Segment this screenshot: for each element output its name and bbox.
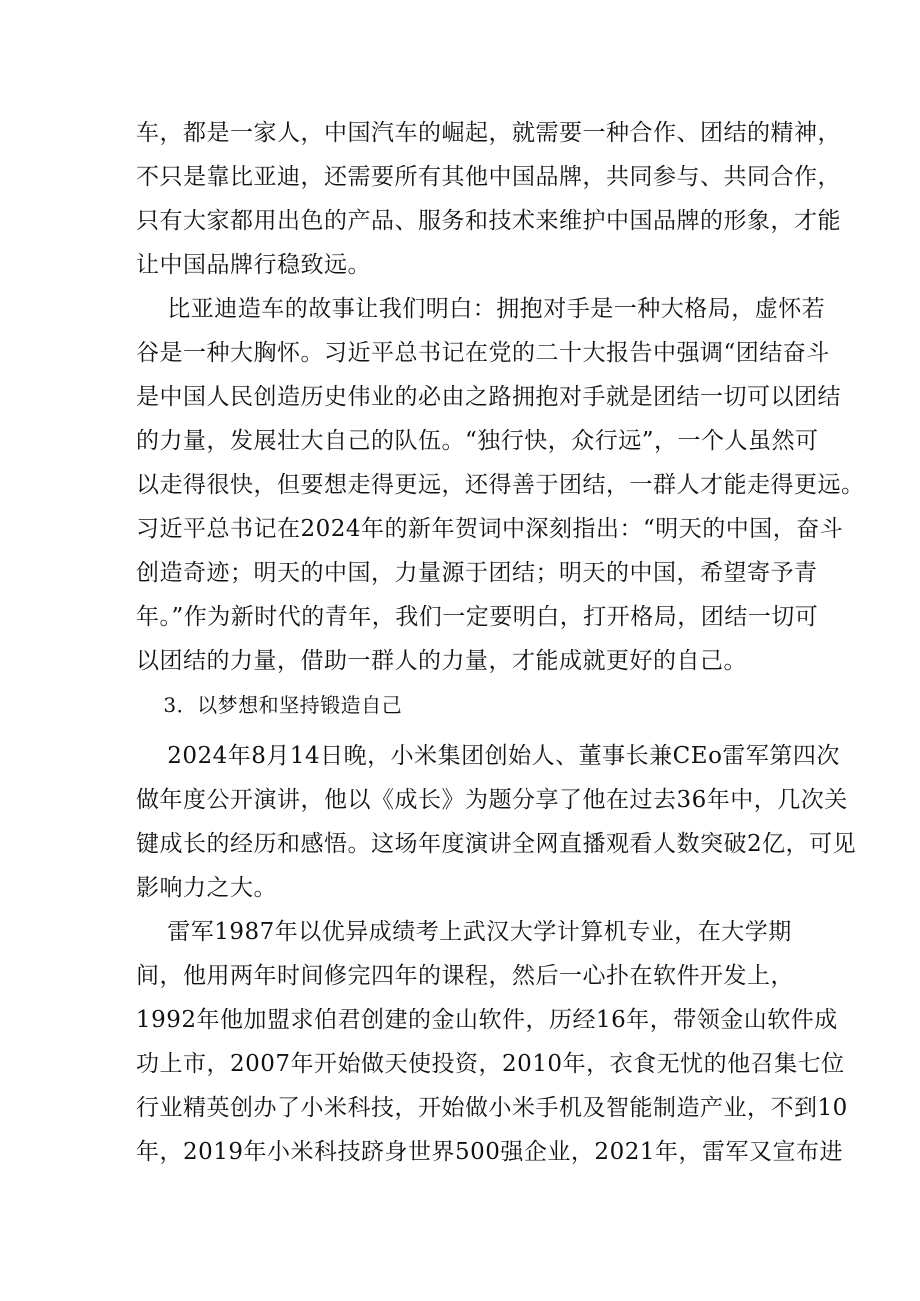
paragraph-line: 影响力之大。 [136, 875, 277, 901]
paragraph-line: 雷军1987年以优异成绩考上武汉大学计算机专业，在大学期 [136, 919, 792, 945]
paragraph-line: 创造奇迹；明天的中国，力量源于团结；明天的中国，希望寄予青 [136, 560, 818, 586]
paragraph-line: 车，都是一家人，中国汽车的崛起，就需要一种合作、团结的精神， [136, 120, 841, 146]
paragraph-line: 以走得很快，但要想走得更远，还得善于团结，一群人才能走得更远。 [136, 472, 865, 498]
paragraph-line: 年，2019年小米科技跻身世界500强企业，2021年，雷军又宣布进 [136, 1139, 843, 1165]
section-heading: 3．以梦想和坚持锻造自己 [136, 693, 403, 717]
paragraph-line: 谷是一种大胸怀。习近平总书记在党的二十大报告中强调“团结奋斗 [136, 340, 830, 366]
paragraph-line: 习近平总书记在2024年的新年贺词中深刻指出：“明天的中国，奋斗 [136, 516, 844, 542]
paragraph-line: 间，他用两年时间修完四年的课程，然后一心扑在软件开发上， [136, 963, 794, 989]
paragraph-line: 做年度公开演讲，他以《成长》为题分享了他在过去36年中，几次关 [136, 787, 848, 813]
paragraph-line: 比亚迪造车的故事让我们明白：拥抱对手是一种大格局，虚怀若 [136, 296, 826, 322]
paragraph-line: 功上市，2007年开始做天使投资，2010年，衣食无忧的他召集七位 [136, 1051, 845, 1077]
paragraph-line: 不只是靠比亚迪，还需要所有其他中国品牌，共同参与、共同合作， [136, 164, 841, 190]
paragraph-line: 以团结的力量，借助一群人的力量，才能成就更好的自己。 [136, 648, 747, 674]
paragraph-line: 年。”作为新时代的青年，我们一定要明白，打开格局，团结一切可 [136, 604, 819, 630]
paragraph-line: 2024年8月14日晚，小米集团创始人、董事长兼CEo雷军第四次 [136, 743, 840, 769]
paragraph-line: 行业精英创办了小米科技，开始做小米手机及智能制造产业，不到10 [136, 1095, 848, 1121]
paragraph-line: 的力量，发展壮大自己的队伍。“独行快，众行远”，一个人虽然可 [136, 428, 819, 454]
paragraph-line: 是中国人民创造历史伟业的必由之路拥抱对手就是团结一切可以团结 [136, 384, 841, 410]
paragraph-line: 键成长的经历和感悟。这场年度演讲全网直播观看人数突破2亿，可见 [136, 831, 857, 857]
paragraph-line: 1992年他加盟求伯君创建的金山软件，历经16年，带领金山软件成 [136, 1007, 838, 1033]
paragraph-line: 只有大家都用出色的产品、服务和技术来维护中国品牌的形象，才能 [136, 208, 841, 234]
paragraph-line: 让中国品牌行稳致远。 [136, 252, 371, 278]
